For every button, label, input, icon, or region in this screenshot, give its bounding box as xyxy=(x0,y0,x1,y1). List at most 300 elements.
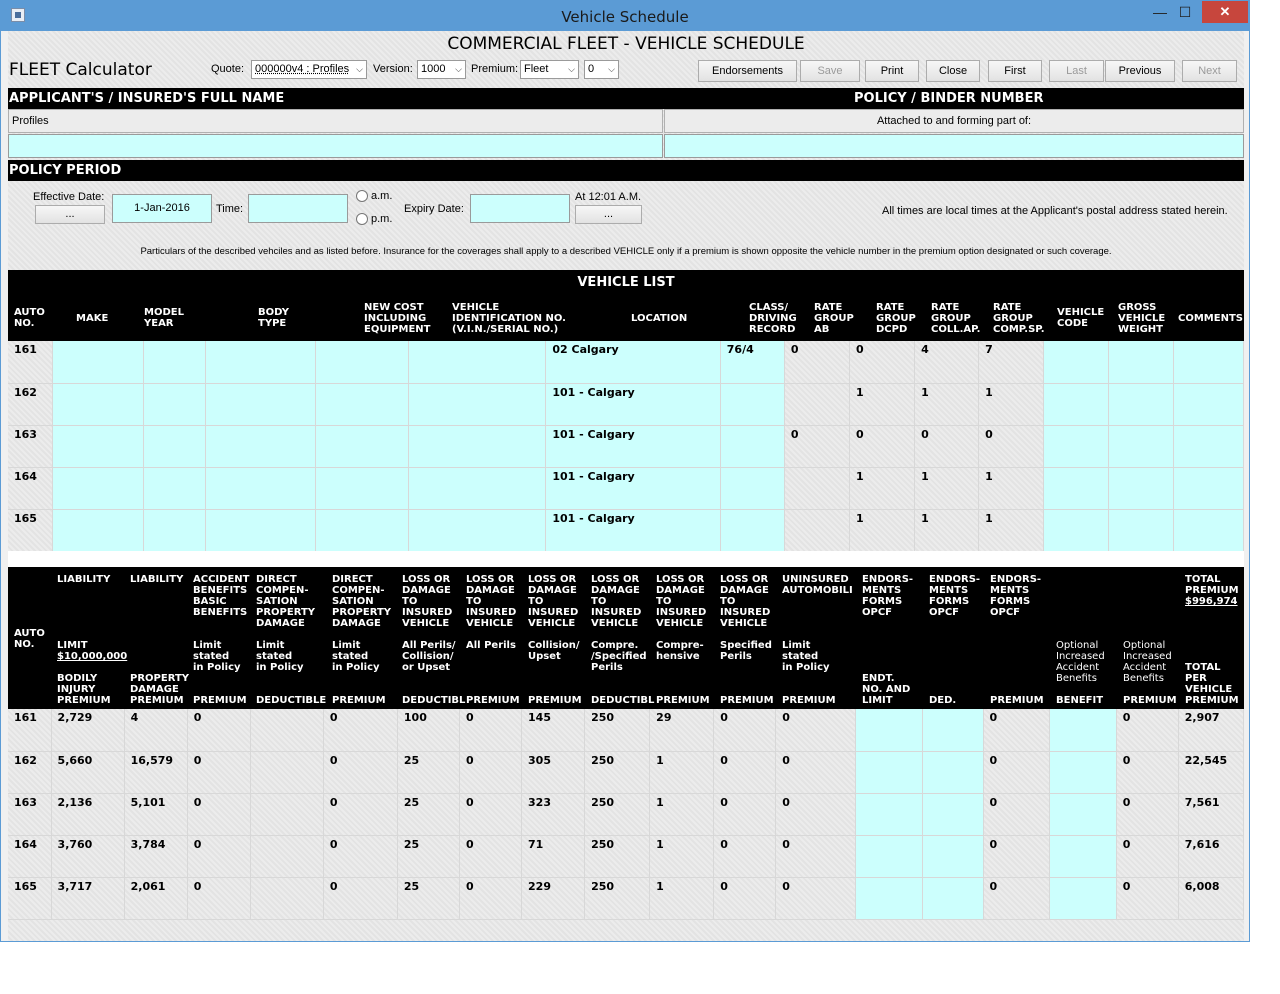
location-cell[interactable]: 101 - Calgary xyxy=(546,425,720,467)
version-value: 1000 xyxy=(421,63,446,75)
table-row[interactable] xyxy=(8,509,1244,551)
vehicle-code-cell[interactable] xyxy=(1044,509,1109,551)
rate-comp-cell[interactable]: 1 xyxy=(979,383,1044,425)
vin-cell[interactable] xyxy=(408,467,546,509)
premium-value: Fleet xyxy=(524,63,549,75)
all-perils-deductible-cell[interactable]: 25 xyxy=(397,751,459,793)
all-perils: All Perils xyxy=(466,640,516,651)
comprehensive: Compre- hensive xyxy=(656,640,704,662)
endt-ded-cell[interactable] xyxy=(923,709,983,751)
endt-limit-cell[interactable] xyxy=(856,835,923,877)
rate-ab-cell[interactable] xyxy=(784,467,849,509)
endt-limit-cell[interactable] xyxy=(856,709,923,751)
all-perils-deductible-cell[interactable]: 25 xyxy=(397,793,459,835)
rate-dcpd-cell[interactable]: 0 xyxy=(849,425,914,467)
applicant-header-bar xyxy=(8,88,1244,109)
comp-premium-cell[interactable]: 1 xyxy=(650,877,714,919)
close-window-button[interactable]: ✕ xyxy=(1202,1,1248,23)
vehicle-code-cell[interactable] xyxy=(1044,383,1109,425)
total-premium-label: TOTAL PREMIUM xyxy=(1185,574,1239,596)
collision-premium-cell[interactable]: 229 xyxy=(522,877,585,919)
location-cell[interactable]: 02 Calgary xyxy=(546,341,720,383)
dcpd-premium-cell[interactable]: 0 xyxy=(323,877,397,919)
table-row[interactable] xyxy=(8,877,1244,919)
version-label: Version: xyxy=(373,63,413,75)
all-perils-deductible-cell[interactable]: 100 xyxy=(397,709,459,751)
endt-premium-cell[interactable]: 0 xyxy=(983,877,1049,919)
gross-weight-cell[interactable] xyxy=(1109,467,1173,509)
dcpd-deductible-cell[interactable] xyxy=(250,751,323,793)
model-year-cell[interactable] xyxy=(144,509,206,551)
comments-cell[interactable] xyxy=(1173,509,1244,551)
premium-number-value: 0 xyxy=(588,63,595,75)
endt-limit-cell[interactable] xyxy=(856,793,923,835)
col-vehicle-code: VEHICLE CODE xyxy=(1057,307,1105,329)
policy-number-field[interactable] xyxy=(664,134,1244,158)
applicant-name-field[interactable] xyxy=(8,134,663,158)
make-cell[interactable] xyxy=(52,509,143,551)
class-cell[interactable] xyxy=(720,425,784,467)
table-row[interactable] xyxy=(8,341,1244,383)
rate-comp-cell[interactable]: 7 xyxy=(979,341,1044,383)
table-row[interactable] xyxy=(8,467,1244,509)
dcpd-deductible-cell[interactable] xyxy=(250,793,323,835)
chevron-down-icon: ⌵ xyxy=(608,64,615,74)
uninsured-premium-cell[interactable]: 0 xyxy=(776,793,856,835)
accident-benefits-cell[interactable]: 0 xyxy=(187,835,250,877)
vehicle-list-header xyxy=(8,270,1244,341)
property-damage-cell[interactable]: 5,101 xyxy=(124,793,187,835)
property-damage-cell[interactable]: 2,061 xyxy=(124,877,187,919)
specified-perils: Specified Perils xyxy=(720,640,772,662)
deductibl-label-1: DEDUCTIBL xyxy=(402,695,466,706)
limit-stated-4: Limit stated in Policy xyxy=(782,640,830,673)
rate-coll-cell[interactable]: 1 xyxy=(915,509,979,551)
uninsured-premium-cell[interactable]: 0 xyxy=(776,709,856,751)
effective-date-picker-button[interactable]: ... xyxy=(35,205,105,224)
comp-premium-cell[interactable]: 1 xyxy=(650,793,714,835)
dcpd-premium-cell[interactable]: 0 xyxy=(323,709,397,751)
effective-date-label: Effective Date: xyxy=(33,191,105,203)
table-row[interactable] xyxy=(8,751,1244,793)
comp-premium-cell[interactable]: 29 xyxy=(650,709,714,751)
comp-deductible-cell[interactable]: 250 xyxy=(585,793,650,835)
bodily-injury-cell[interactable]: 2,729 xyxy=(51,709,124,751)
rate-ab-cell[interactable] xyxy=(784,509,849,551)
col-endorsements-3: ENDORS- MENTS FORMS OPCF xyxy=(990,574,1042,618)
uninsured-premium-cell[interactable]: 0 xyxy=(776,835,856,877)
class-cell[interactable]: 76/4 xyxy=(720,341,784,383)
location-cell[interactable]: 101 - Calgary xyxy=(546,383,720,425)
col-loss-4: LOSS OR DAMAGE TO INSURED VEHICLE xyxy=(591,574,642,629)
close-button[interactable]: Close xyxy=(926,60,980,82)
model-year-cell[interactable] xyxy=(144,341,206,383)
endt-limit-cell[interactable] xyxy=(856,751,923,793)
auto-no-cell: 165 xyxy=(8,509,52,551)
bodily-injury-cell[interactable]: 3,760 xyxy=(51,835,124,877)
expiry-date-field[interactable] xyxy=(470,194,570,223)
window-title: Vehicle Schedule xyxy=(561,8,689,26)
page-title: COMMERCIAL FLEET - VEHICLE SCHEDULE xyxy=(447,34,805,54)
last-button[interactable]: Last xyxy=(1049,60,1104,82)
accident-benefits-cell[interactable]: 0 xyxy=(187,709,250,751)
col-loss-2: LOSS OR DAMAGE TO INSURED VEHICLE xyxy=(466,574,517,629)
accident-benefits-cell[interactable]: 0 xyxy=(187,751,250,793)
optional-benefit-cell[interactable] xyxy=(1049,793,1116,835)
model-year-cell[interactable] xyxy=(144,425,206,467)
table-separator xyxy=(8,551,1244,567)
gross-weight-cell[interactable] xyxy=(1109,425,1173,467)
col-endorsements-1: ENDORS- MENTS FORMS OPCF xyxy=(862,574,914,618)
rate-ab-cell[interactable]: 0 xyxy=(784,425,849,467)
col-rate-coll: RATE GROUP COLL.AP. xyxy=(931,302,981,335)
new-cost-cell[interactable] xyxy=(316,383,408,425)
rate-coll-cell[interactable]: 0 xyxy=(915,425,979,467)
body-type-cell[interactable] xyxy=(206,509,316,551)
endt-ded-cell[interactable] xyxy=(923,877,983,919)
total-per-vehicle-label: TOTAL PER VEHICLE PREMIUM xyxy=(1185,662,1239,706)
am-label: a.m. xyxy=(371,190,393,202)
rate-comp-cell[interactable]: 1 xyxy=(979,467,1044,509)
premium-label: Premium: xyxy=(471,63,519,75)
comp-deductible-cell[interactable]: 250 xyxy=(585,835,650,877)
all-perils-premium-cell[interactable]: 0 xyxy=(459,793,521,835)
col-loss-6: LOSS OR DAMAGE TO INSURED VEHICLE xyxy=(720,574,771,629)
limit-label: LIMIT xyxy=(57,640,88,651)
applicant-title: APPLICANT'S / INSURED'S FULL NAME xyxy=(9,91,285,106)
all-perils-premium-cell[interactable]: 0 xyxy=(459,709,521,751)
uninsured-premium-cell[interactable]: 0 xyxy=(776,751,856,793)
gross-weight-cell[interactable] xyxy=(1109,341,1173,383)
property-damage-cell[interactable]: 3,784 xyxy=(124,835,187,877)
comments-cell[interactable] xyxy=(1173,383,1244,425)
col-comments: COMMENTS xyxy=(1178,313,1243,324)
premium-select[interactable] xyxy=(520,60,579,79)
collision-premium-cell[interactable]: 305 xyxy=(522,751,585,793)
specified-perils-premium-cell[interactable]: 0 xyxy=(714,751,776,793)
accident-benefits-cell[interactable]: 0 xyxy=(187,793,250,835)
vehicle-code-cell[interactable] xyxy=(1044,467,1109,509)
optional-premium-cell[interactable]: 0 xyxy=(1116,709,1178,751)
optional-benefit-cell[interactable] xyxy=(1049,751,1116,793)
class-cell[interactable] xyxy=(720,467,784,509)
particulars-note: Particulars of the described vehciles and as listed before. Insurance for the coverages shall apply to a described VEHICLE only if a premium is shown opposite the vehicle number in the premium option designated or such coverage. xyxy=(140,246,1112,257)
class-cell[interactable] xyxy=(720,383,784,425)
version-select[interactable] xyxy=(417,60,466,79)
optional-benefit-cell[interactable] xyxy=(1049,709,1116,751)
property-damage-cell[interactable]: 16,579 xyxy=(124,751,187,793)
all-perils-deductible-cell[interactable]: 25 xyxy=(397,835,459,877)
col-rate-ab: RATE GROUP AB xyxy=(814,302,854,335)
dcpd-premium-cell[interactable]: 0 xyxy=(323,835,397,877)
body-type-cell[interactable] xyxy=(206,425,316,467)
am-radio[interactable] xyxy=(356,190,392,202)
col-direct-comp-2: DIRECT COMPEN- SATION PROPERTY DAMAGE xyxy=(332,574,392,629)
expiry-date-picker-button[interactable]: ... xyxy=(575,205,642,224)
vehicle-code-cell[interactable] xyxy=(1044,425,1109,467)
comp-deductible-cell[interactable]: 250 xyxy=(585,709,650,751)
all-perils-premium-cell[interactable]: 0 xyxy=(459,751,521,793)
dcpd-deductible-cell[interactable] xyxy=(250,877,323,919)
new-cost-cell[interactable] xyxy=(316,509,408,551)
model-year-cell[interactable] xyxy=(144,467,206,509)
dcpd-deductible-cell[interactable] xyxy=(250,835,323,877)
specified-perils-premium-cell[interactable]: 0 xyxy=(714,793,776,835)
col-direct-comp-1: DIRECT COMPEN- SATION PROPERTY DAMAGE xyxy=(256,574,316,629)
quote-select[interactable] xyxy=(251,60,367,79)
optional-benefits-2: Optional Increased Accident Benefits xyxy=(1123,640,1172,684)
auto-no-cell: 164 xyxy=(8,835,51,877)
limit-amount: $10,000,000 xyxy=(57,651,128,662)
col-loss-5: LOSS OR DAMAGE TO INSURED VEHICLE xyxy=(656,574,707,629)
rate-ab-cell[interactable]: 0 xyxy=(784,341,849,383)
vehicle-list-title: VEHICLE LIST xyxy=(577,275,675,290)
col-gross-weight: GROSS VEHICLE WEIGHT xyxy=(1118,302,1166,335)
optional-premium-cell[interactable]: 0 xyxy=(1116,877,1178,919)
chevron-down-icon: ⌵ xyxy=(356,64,363,74)
bodily-injury-cell[interactable]: 3,717 xyxy=(51,877,124,919)
collision-premium-cell[interactable]: 145 xyxy=(522,709,585,751)
all-perils-deductible-cell[interactable]: 25 xyxy=(397,877,459,919)
deductible-label: DEDUCTIBLE xyxy=(256,695,327,706)
endt-ded-cell[interactable] xyxy=(923,835,983,877)
app-label: FLEET Calculator xyxy=(9,60,152,80)
rate-coll-cell[interactable]: 1 xyxy=(915,467,979,509)
total-cell: 2,907 xyxy=(1178,709,1243,751)
rate-dcpd-cell[interactable]: 1 xyxy=(849,467,914,509)
effective-date-field[interactable]: 1-Jan-2016 xyxy=(112,194,212,223)
limit-stated-1: Limit stated in Policy xyxy=(193,640,241,673)
col-body-type: BODY TYPE xyxy=(258,307,289,329)
specified-perils-premium-cell[interactable]: 0 xyxy=(714,877,776,919)
col-uninsured: UNINSURED AUTOMOBILI xyxy=(782,574,853,596)
endt-premium-cell[interactable]: 0 xyxy=(983,751,1049,793)
endt-limit-label: ENDT. NO. AND LIMIT xyxy=(862,673,911,706)
endt-ded-cell[interactable] xyxy=(923,793,983,835)
make-cell[interactable] xyxy=(52,383,143,425)
all-perils-premium-cell[interactable]: 0 xyxy=(459,835,521,877)
gross-weight-cell[interactable] xyxy=(1109,383,1173,425)
property-damage-cell[interactable]: 4 xyxy=(124,709,187,751)
col-accident-benefits: ACCIDENT BENEFITS BASIC BENEFITS xyxy=(193,574,250,618)
make-cell[interactable] xyxy=(52,467,143,509)
table-row[interactable] xyxy=(8,425,1244,467)
comp-premium-cell[interactable]: 1 xyxy=(650,835,714,877)
total-cell: 7,616 xyxy=(1178,835,1243,877)
col-vin: VEHICLE IDENTIFICATION NO. (V.I.N./SERIAL NO.) xyxy=(452,302,566,335)
table-row[interactable] xyxy=(8,383,1244,425)
col-model-year: MODEL YEAR xyxy=(144,307,184,329)
premium-number-select[interactable] xyxy=(584,60,619,79)
collision-premium-cell[interactable]: 71 xyxy=(522,835,585,877)
save-button[interactable]: Save xyxy=(800,60,860,82)
specified-perils-premium-cell[interactable]: 0 xyxy=(714,709,776,751)
auto-no-cell: 162 xyxy=(8,383,52,425)
auto-no-cell: 161 xyxy=(8,341,52,383)
applicant-name-row xyxy=(8,109,663,133)
endt-ded-cell[interactable] xyxy=(923,751,983,793)
pm-radio[interactable] xyxy=(356,213,392,225)
comments-cell[interactable] xyxy=(1173,425,1244,467)
premium-label-8: PREMIUM xyxy=(990,695,1044,706)
vin-cell[interactable] xyxy=(408,425,546,467)
endt-limit-cell[interactable] xyxy=(856,877,923,919)
rate-coll-cell[interactable]: 1 xyxy=(915,383,979,425)
comp-deductible-cell[interactable]: 250 xyxy=(585,751,650,793)
maximize-button[interactable]: ☐ xyxy=(1178,4,1192,20)
accident-benefits-cell[interactable]: 0 xyxy=(187,877,250,919)
dcpd-premium-cell[interactable]: 0 xyxy=(323,751,397,793)
premium-label-4: PREMIUM xyxy=(528,695,582,706)
col-property-damage: PROPERTY DAMAGE PREMIUM xyxy=(130,673,190,706)
at-time-label: At 12:01 A.M. xyxy=(575,191,642,203)
table-row[interactable] xyxy=(8,835,1244,877)
location-cell[interactable]: 101 - Calgary xyxy=(546,467,720,509)
body-type-cell[interactable] xyxy=(206,341,316,383)
total-cell: 7,561 xyxy=(1178,793,1243,835)
comments-cell[interactable] xyxy=(1173,467,1244,509)
collision-premium-cell[interactable]: 323 xyxy=(522,793,585,835)
rate-dcpd-cell[interactable]: 0 xyxy=(849,341,914,383)
total-cell: 22,545 xyxy=(1178,751,1243,793)
limit-stated-3: Limit stated in Policy xyxy=(332,640,380,673)
deductibl-label-2: DEDUCTIBL xyxy=(591,695,655,706)
all-perils-premium-cell[interactable]: 0 xyxy=(459,877,521,919)
premium-header xyxy=(8,567,1244,709)
next-button[interactable]: Next xyxy=(1182,60,1237,82)
col-auto-no: AUTO NO. xyxy=(14,307,45,329)
auto-no-cell: 163 xyxy=(8,425,52,467)
radio-icon xyxy=(356,213,368,225)
comp-premium-cell[interactable]: 1 xyxy=(650,751,714,793)
limit-stated-2: Limit stated in Policy xyxy=(256,640,304,673)
comments-cell[interactable] xyxy=(1173,341,1244,383)
col-liability: LIABILITY xyxy=(57,574,111,585)
chevron-down-icon: ⌵ xyxy=(455,64,462,74)
new-cost-cell[interactable] xyxy=(316,425,408,467)
new-cost-cell[interactable] xyxy=(316,467,408,509)
premium-label-9: PREMIUM xyxy=(1123,695,1177,706)
col-loss-1: LOSS OR DAMAGE TO INSURED VEHICLE xyxy=(402,574,453,629)
policy-period-title: POLICY PERIOD xyxy=(9,163,122,178)
body-type-cell[interactable] xyxy=(206,467,316,509)
optional-benefit-cell[interactable] xyxy=(1049,877,1116,919)
comp-deductible-cell[interactable]: 250 xyxy=(585,877,650,919)
bodily-injury-cell[interactable]: 5,660 xyxy=(51,751,124,793)
specified-perils-premium-cell[interactable]: 0 xyxy=(714,835,776,877)
bodily-injury-cell[interactable]: 2,136 xyxy=(51,793,124,835)
col-new-cost: NEW COST INCLUDING EQUIPMENT xyxy=(364,302,431,335)
col-make: MAKE xyxy=(76,313,109,324)
first-button[interactable]: First xyxy=(988,60,1042,82)
ded-label: DED. xyxy=(929,695,957,706)
endt-premium-cell[interactable]: 0 xyxy=(983,793,1049,835)
col-liability-2: LIABILITY xyxy=(130,574,184,585)
all-perils-collision: All Perils/ Collision/ or Upset xyxy=(402,640,456,673)
applicant-name-value: Profiles xyxy=(12,115,49,127)
col-loss-3: LOSS OR DAMAGE TO INSURED VEHICLE xyxy=(528,574,579,629)
optional-benefits-1: Optional Increased Accident Benefits xyxy=(1056,640,1105,684)
benefit-label: BENEFIT xyxy=(1056,695,1104,706)
vin-cell[interactable] xyxy=(408,383,546,425)
previous-button[interactable]: Previous xyxy=(1105,60,1175,82)
rate-coll-cell[interactable]: 4 xyxy=(915,341,979,383)
quote-value: 000000v4 : Profiles xyxy=(255,63,350,75)
expiry-date-label: Expiry Date: xyxy=(404,203,464,215)
endt-premium-cell[interactable]: 0 xyxy=(983,709,1049,751)
new-cost-cell[interactable] xyxy=(316,341,408,383)
radio-icon xyxy=(356,190,368,202)
print-button[interactable]: Print xyxy=(865,60,919,82)
col-auto-no: AUTO NO. xyxy=(14,628,45,650)
dcpd-premium-cell[interactable]: 0 xyxy=(323,793,397,835)
content-area xyxy=(8,31,1244,941)
col-location: LOCATION xyxy=(631,313,688,324)
vin-cell[interactable] xyxy=(408,509,546,551)
model-year-cell[interactable] xyxy=(144,383,206,425)
auto-no-cell: 162 xyxy=(8,751,51,793)
time-field[interactable] xyxy=(248,194,348,223)
col-class-driving: CLASS/ DRIVING RECORD xyxy=(749,302,797,335)
table-row[interactable] xyxy=(8,793,1244,835)
vehicle-code-cell[interactable] xyxy=(1044,341,1109,383)
total-premium-amount: $996,974 xyxy=(1185,596,1238,607)
attached-row xyxy=(664,109,1244,133)
col-rate-comp: RATE GROUP COMP.SP. xyxy=(993,302,1045,335)
premium-label-5: PREMIUM xyxy=(656,695,710,706)
pm-label: p.m. xyxy=(371,213,393,225)
premium-label-1: PREMIUM xyxy=(193,695,247,706)
rate-dcpd-cell[interactable]: 1 xyxy=(849,509,914,551)
auto-no-cell: 164 xyxy=(8,467,52,509)
rate-comp-cell[interactable]: 0 xyxy=(979,425,1044,467)
total-cell: 6,008 xyxy=(1178,877,1243,919)
table-row[interactable] xyxy=(8,709,1244,751)
premium-label-3: PREMIUM xyxy=(466,695,520,706)
attached-text: Attached to and forming part of: xyxy=(876,115,1032,127)
auto-no-cell: 165 xyxy=(8,877,51,919)
local-times-note: All times are local times at the Applicant's postal address stated herein. xyxy=(882,205,1228,217)
vin-cell[interactable] xyxy=(408,341,546,383)
make-cell[interactable] xyxy=(52,425,143,467)
endorsements-button[interactable]: Endorsements xyxy=(698,60,797,82)
quote-label: Quote: xyxy=(211,63,245,75)
auto-no-cell: 163 xyxy=(8,793,51,835)
rate-dcpd-cell[interactable]: 1 xyxy=(849,383,914,425)
policy-binder-title: POLICY / BINDER NUMBER xyxy=(854,91,1044,106)
body-type-cell[interactable] xyxy=(206,383,316,425)
gross-weight-cell[interactable] xyxy=(1109,509,1173,551)
rate-ab-cell[interactable] xyxy=(784,383,849,425)
optional-premium-cell[interactable]: 0 xyxy=(1116,793,1178,835)
minimize-button[interactable]: — xyxy=(1153,4,1167,20)
class-cell[interactable] xyxy=(720,509,784,551)
rate-comp-cell[interactable]: 1 xyxy=(979,509,1044,551)
location-cell[interactable]: 101 - Calgary xyxy=(546,509,720,551)
uninsured-premium-cell[interactable]: 0 xyxy=(776,877,856,919)
optional-premium-cell[interactable]: 0 xyxy=(1116,751,1178,793)
optional-benefit-cell[interactable] xyxy=(1049,835,1116,877)
optional-premium-cell[interactable]: 0 xyxy=(1116,835,1178,877)
limit-value xyxy=(57,651,127,662)
premium-label-7: PREMIUM xyxy=(782,695,836,706)
vehicle-list-table xyxy=(8,341,1244,552)
make-cell[interactable] xyxy=(52,341,143,383)
col-bodily-injury: BODILY INJURY PREMIUM xyxy=(57,673,111,706)
title-bar[interactable] xyxy=(1,1,1249,31)
endt-premium-cell[interactable]: 0 xyxy=(983,835,1049,877)
dcpd-deductible-cell[interactable] xyxy=(250,709,323,751)
